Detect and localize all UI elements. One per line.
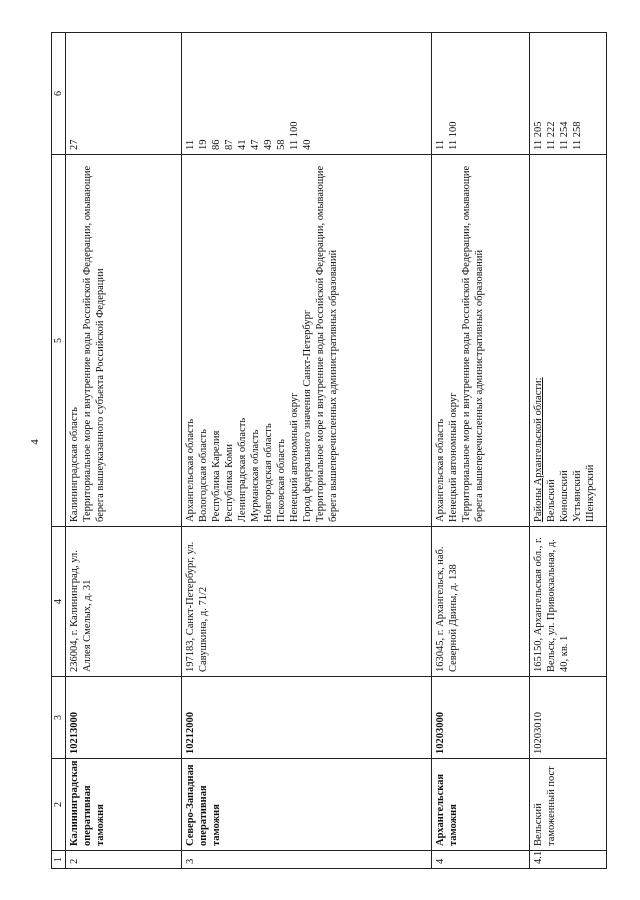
rotated-page [51,33,606,869]
code-item: 41 [237,139,248,150]
code-item: 49 [263,139,274,150]
region-item: Город федерального значения Санкт-Петербург [302,309,313,522]
customs-name: Северо-Западная оперативная таможня [182,759,432,851]
region-item: Архангельская область [435,418,446,522]
customs-address: 197183, Санкт-Петербург, ул. Савушкина, д. 71/2 [182,527,432,677]
codes-cell [66,33,182,155]
customs-name: Архангельская таможня [432,759,530,851]
region-item: Республика Коми [224,444,235,522]
code-item: 47 [250,139,261,150]
code-item: 11 258 [572,121,583,150]
region-item: Ненецкий автономный округ [289,392,300,522]
regions-cell [432,155,530,527]
code-item: 11 205 [533,121,544,150]
region-item: Ненецкий автономный округ [448,392,459,522]
customs-table [51,32,607,869]
customs-code: 10212000 [182,677,432,759]
regions-cell [182,155,432,527]
region-item: Устьянский [572,470,583,522]
header-col-1: 1 [52,851,66,869]
row-number: 4 [432,851,530,869]
customs-name: Вельский таможенный пост [530,759,607,851]
code-item: 40 [302,139,313,150]
header-col-4: 4 [52,527,66,677]
table-row [182,33,432,869]
region-item: Шенкурский [585,464,596,522]
code-item: 11 [435,139,446,150]
code-item: 11 100 [289,121,300,150]
regions-heading: Районы Архангельской области: [533,377,544,522]
code-item: 87 [224,139,235,150]
header-row [52,33,66,869]
regions-cell [66,155,182,527]
customs-code: 10213000 [66,677,182,759]
row-number: 2 [66,851,182,869]
customs-address: 165150, Архангельская обл., г. Вельск, ул. Привокзальная, д. 40, кв. 1 [530,527,607,677]
header-col-5: 5 [52,155,66,527]
code-item: 11 222 [546,121,557,150]
regions-cell [530,155,607,527]
customs-code: 10203010 [530,677,607,759]
code-item: 11 100 [448,121,459,150]
codes-cell [530,33,607,155]
region-item: Новгородская область [263,423,274,522]
region-item: Ленинградская область [237,417,248,522]
region-item: Территориальное море и внутренние воды Российской Федерации, омывающие берега вышеперечисленных административных образований [315,165,339,522]
row-number: 4.1 [530,851,607,869]
header-col-2: 2 [52,759,66,851]
code-item: 11 [185,139,196,150]
code-item: 11 254 [559,121,570,150]
codes-cell [182,33,432,155]
customs-address: 236004, г. Калининград, ул. Аллея Смелых, д. 31 [66,527,182,677]
customs-address: 163045, г. Архангельск, наб. Северной Двины, д. 138 [432,527,530,677]
region-item: Архангельская область [185,418,196,522]
region-item: Вологодская область [198,429,209,522]
code-item: 58 [276,139,287,150]
header-col-3: 3 [52,677,66,759]
region-item: Калининградская область [69,407,80,522]
code-item: 27 [69,139,80,150]
region-item: Псковская область [276,439,287,522]
region-item: Коношский [559,470,570,522]
table-row [66,33,182,869]
header-col-6: 6 [52,33,66,155]
region-item: Вельский [546,479,557,522]
code-item: 19 [198,139,209,150]
page-number: 4 [29,439,41,445]
region-item: Территориальное море и внутренние воды Российской Федерации, омывающие берега вышеуказанного субъекта Российской Федерации [82,165,106,522]
table-row [530,33,607,869]
table-row [432,33,530,869]
region-item: Республика Карелия [211,430,222,522]
region-item: Мурманская область [250,429,261,522]
region-item: Территориальное море и внутренние воды Российской Федерации, омывающие берега вышеперечисленных административных образований [461,165,485,522]
customs-name: Калининградская оперативная таможня [66,759,182,851]
customs-code: 10203000 [432,677,530,759]
codes-cell [432,33,530,155]
row-number: 3 [182,851,432,869]
code-item: 86 [211,139,222,150]
